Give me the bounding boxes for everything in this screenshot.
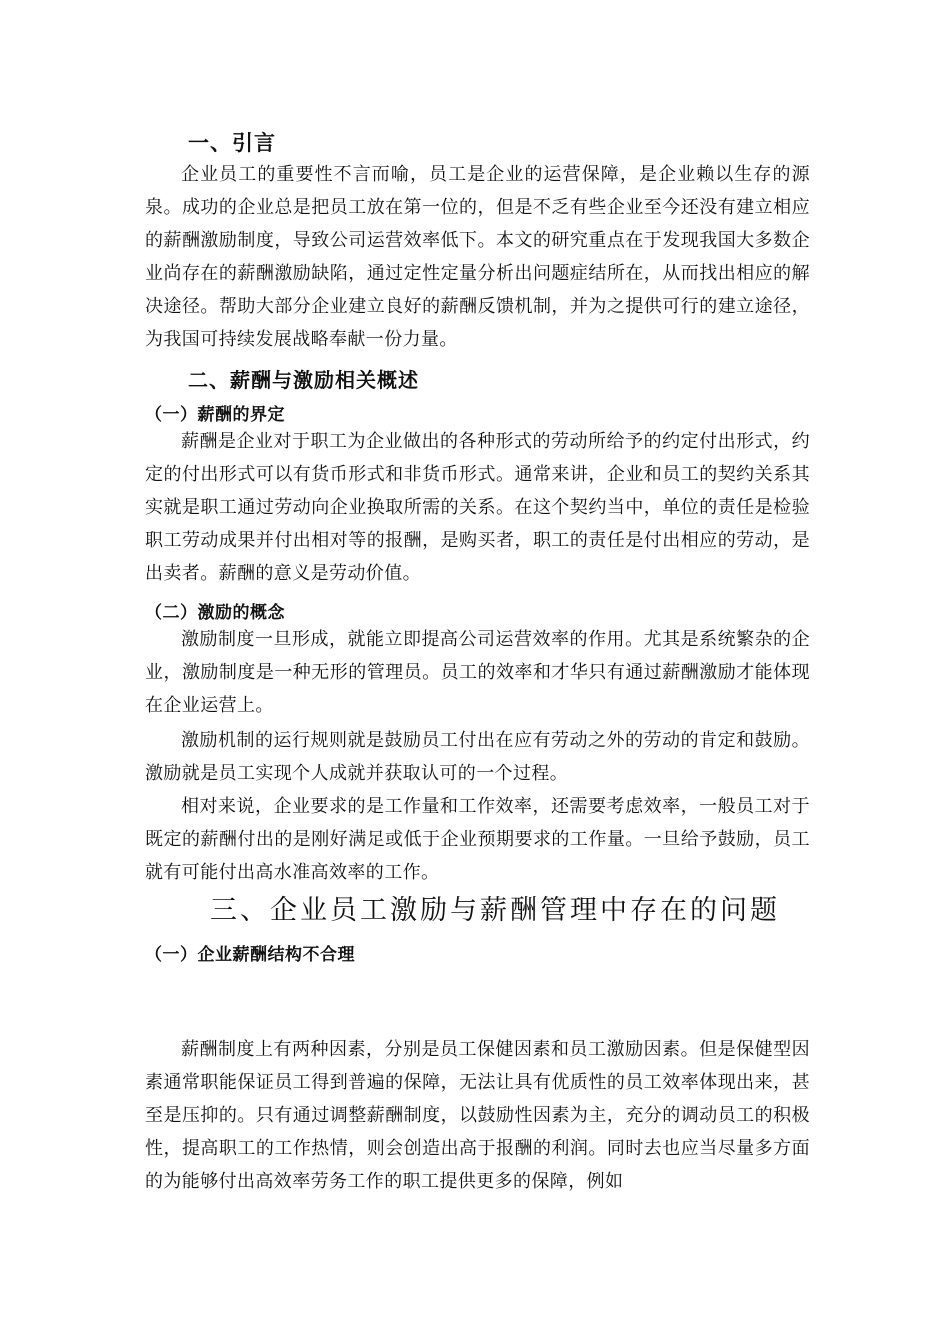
intro-paragraph: 企业员工的重要性不言而喻，员工是企业的运营保障，是企业赖以生存的源泉。成功的企业总是把员工放在第一位的，但是不乏有些企业至今还没有建立相应的薪酬激励制度，导致公司运营效率低下。本文的研究重点在于发现我国大多数企业尚存在的薪酬激励缺陷，通过定性定量分析出问题症结所在，从而找出相应的解决途径。帮助大部分企业建立良好的薪酬反馈机制，并为之提供可行的建立途径，为我国可持续发展战略奉献一份力量。 (145, 164, 810, 350)
section-heading-overview: 二、薪酬与激励相关概述 (188, 368, 419, 392)
salary-structure-paragraph: 薪酬制度上有两种因素，分别是员工保健因素和员工激励因素。但是保健型因素通常职能保证员工得到普遍的保障，无法让具有优质性的员工效率体现出来，甚至是压抑的。只有通过调整薪酬制度，以鼓励性因素为主，充分的调动员工的积极性，提高职工的工作热情，则会创造出高于报酬的利润。同时去也应当尽量多方面的为能够付出高效率劳务工作的职工提供更多的保障，例如 (145, 1039, 810, 1192)
incentive-paragraph-1: 激励制度一旦形成，就能立即提高公司运营效率的作用。尤其是系统繁杂的企业，激励制度是一种无形的管理员。员工的效率和才华只有通过薪酬激励才能体现在企业运营上。 (145, 629, 810, 716)
incentive-paragraph-2: 激励机制的运行规则就是鼓励员工付出在应有劳动之外的劳动的肯定和鼓励。激励就是员工实现个人成就并获取认可的一个过程。 (145, 730, 810, 784)
subsection-heading-incentive-concept: （二）激励的概念 (145, 603, 285, 623)
section-heading-intro: 一、引言 (188, 131, 276, 155)
salary-definition-paragraph: 薪酬是企业对于职工为企业做出的各种形式的劳动所给予的约定付出形式，约定的付出形式可以有货币形式和非货币形式。通常来讲，企业和员工的契约关系其实就是职工通过劳动向企业换取所需的关系。在这个契约当中，单位的责任是检验职工劳动成果并付出相对等的报酬，是购买者，职工的责任是付出相应的劳动，是出卖者。薪酬的意义是劳动价值。 (145, 431, 810, 584)
incentive-paragraph-3: 相对来说，企业要求的是工作量和工作效率，还需要考虑效率，一般员工对于既定的薪酬付出的是刚好满足或低于企业预期要求的工作量。一旦给予鼓励，员工就有可能付出高水准高效率的工作。 (145, 796, 810, 883)
section-heading-problems: 三、企业员工激励与薪酬管理中存在的问题 (210, 895, 780, 926)
subsection-heading-salary-definition: （一）薪酬的界定 (145, 405, 285, 425)
subsection-heading-salary-structure: （一）企业薪酬结构不合理 (145, 945, 355, 965)
